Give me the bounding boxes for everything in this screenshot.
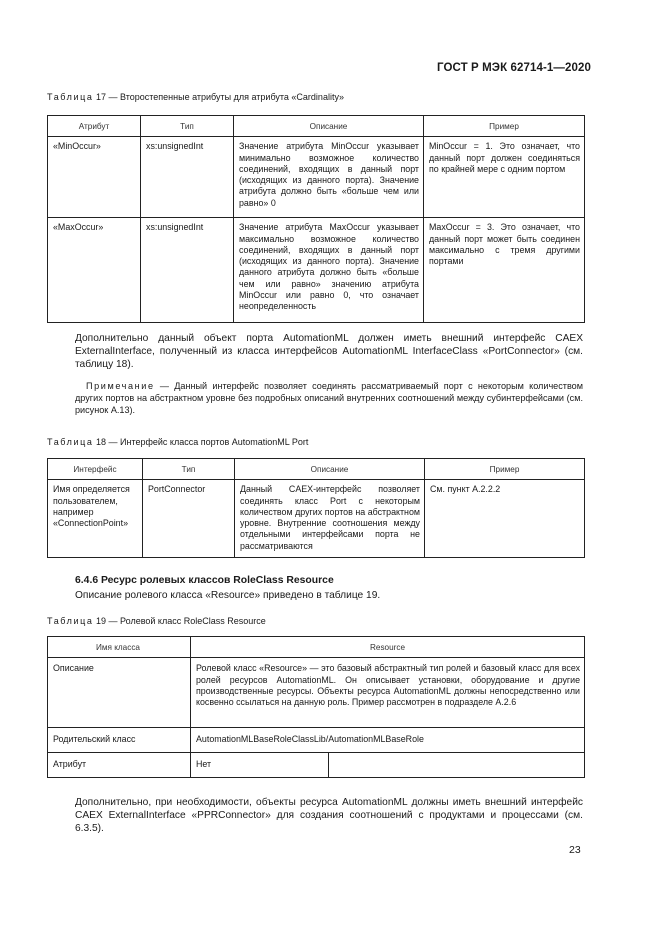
table-19-header-class-name: Имя класса: [48, 637, 191, 658]
table-17-caption-text: 17 — Второстепенные атрибуты для атрибута «Cardinality»: [96, 92, 344, 102]
table-19-cell-value: AutomationMLBaseRoleClassLib/AutomationMLBaseRole: [191, 728, 585, 753]
table-19-cell-label: Родительский класс: [48, 728, 191, 753]
table-19: [47, 636, 585, 778]
table-row: [48, 137, 585, 218]
table-17-cell-example: MinOccur = 1. Это означает, что данный порт должен соединяться по крайней мере с одним портом: [424, 137, 585, 218]
table-17-caption-label: Таблица: [47, 92, 94, 102]
table-18-caption-text: 18 — Интерфейс класса портов AutomationML Port: [96, 437, 309, 447]
table-19-cell-label: Атрибут: [48, 753, 191, 778]
table-19-header-resource: Resource: [191, 637, 585, 658]
table-17-header-description: Описание: [234, 116, 424, 137]
table-row: [48, 658, 585, 728]
table-19-cell-value: Ролевой класс «Resource» — это базовый абстрактный тип ролей и базовый класс для всех ролей ресурсов AutomationML. Он описывает установки, оборудование и другие производственные ресурсы. Объекты ресурса AutomationML должны непосредственно или косвенно ссылаться на данную роль. Пример рассмотрен в подразделе А.2.6: [191, 658, 585, 728]
table-19-caption-label: Таблица: [47, 616, 94, 626]
table-19-caption: [47, 616, 266, 626]
table-18: [47, 458, 585, 558]
table-18-header-row: [48, 459, 585, 480]
table-18-header-description: Описание: [235, 459, 425, 480]
table-19-cell-label: Описание: [48, 658, 191, 728]
paragraph-port-interface: Дополнительно данный объект порта AutomationML должен иметь внешний интерфейс CAEX ExternalInterface, полученный из класса интерфейсов AutomationML InterfaceClass «PortConnector» (см. таблицу 18).: [75, 333, 583, 370]
table-17-cell-type: xs:unsignedInt: [141, 218, 234, 323]
table-17-header-row: [48, 116, 585, 137]
section-heading: 6.4.6 Ресурс ролевых классов RoleClass Resource: [75, 575, 334, 586]
table-18-header-type: Тип: [143, 459, 235, 480]
note-text: — Данный интерфейс позволяет соединять рассматриваемый порт с некоторым количеством других портов на абстрактном уровне без подробных описаний внутренних соотношений между субинтерфейсами (см. рисунок А.13).: [75, 381, 583, 415]
table-18-header-example: Пример: [425, 459, 585, 480]
table-18-caption: [47, 437, 308, 447]
table-18-cell-description: Данный CAEX-интерфейс позволяет соединять класс Port с некоторым количеством других портов на абстрактном уровне. Внутренние соотношения между отдельными интерфейсами порта не рассматриваются: [235, 480, 425, 558]
table-19-cell-value: Нет: [191, 753, 329, 778]
page-number: 23: [569, 844, 581, 856]
table-17-cell-description: Значение атрибута MaxOccur указывает максимально возможное количество соединений, входящих в данный порт (исходящих из данного порта). Значение данного атрибута должно быть «больше чем или равно» значению атрибута MinOccur или равно 0, что означает неопределенность: [234, 218, 424, 323]
table-17-header-type: Тип: [141, 116, 234, 137]
table-17-header-attribute: Атрибут: [48, 116, 141, 137]
table-17-caption: [47, 92, 344, 102]
table-19-cell-empty: [329, 753, 585, 778]
table-17-cell-attribute: «MinOccur»: [48, 137, 141, 218]
note-label: Примечание: [86, 381, 155, 391]
table-row: [48, 218, 585, 323]
standard-designation: ГОСТ Р МЭК 62714-1—2020: [437, 62, 591, 74]
table-17-header-example: Пример: [424, 116, 585, 137]
table-17: [47, 115, 585, 323]
table-19-caption-text: 19 — Ролевой класс RoleClass Resource: [96, 616, 266, 626]
paragraph-ppr-connector: Дополнительно, при необходимости, объекты ресурса AutomationML должны иметь внешний интерфейс CAEX ExternalInterface «PPRConnector» для создания соотношений с продуктами и процессами (см. 6.3.5).: [75, 797, 583, 834]
table-18-caption-label: Таблица: [47, 437, 94, 447]
table-row: [48, 753, 585, 778]
section-intro: Описание ролевого класса «Resource» приведено в таблице 19.: [75, 590, 381, 601]
table-17-cell-attribute: «MaxOccur»: [48, 218, 141, 323]
table-18-cell-example: См. пункт А.2.2.2: [425, 480, 585, 558]
table-18-header-interface: Интерфейс: [48, 459, 143, 480]
table-18-cell-type: PortConnector: [143, 480, 235, 558]
table-19-header-row: [48, 637, 585, 658]
table-row: [48, 728, 585, 753]
note: [75, 381, 583, 416]
table-17-cell-example: MaxOccur = 3. Это означает, что данный порт может быть соединен максимально с тремя другими портами: [424, 218, 585, 323]
table-18-cell-interface: Имя определяется пользователем, например «ConnectionPoint»: [48, 480, 143, 558]
table-17-cell-description: Значение атрибута MinOccur указывает минимально возможное количество соединений, входящих в данный порт (исходящих из данного порта). Значение атрибута должно быть «больше чем или равно» 0: [234, 137, 424, 218]
table-row: [48, 480, 585, 558]
table-17-cell-type: xs:unsignedInt: [141, 137, 234, 218]
